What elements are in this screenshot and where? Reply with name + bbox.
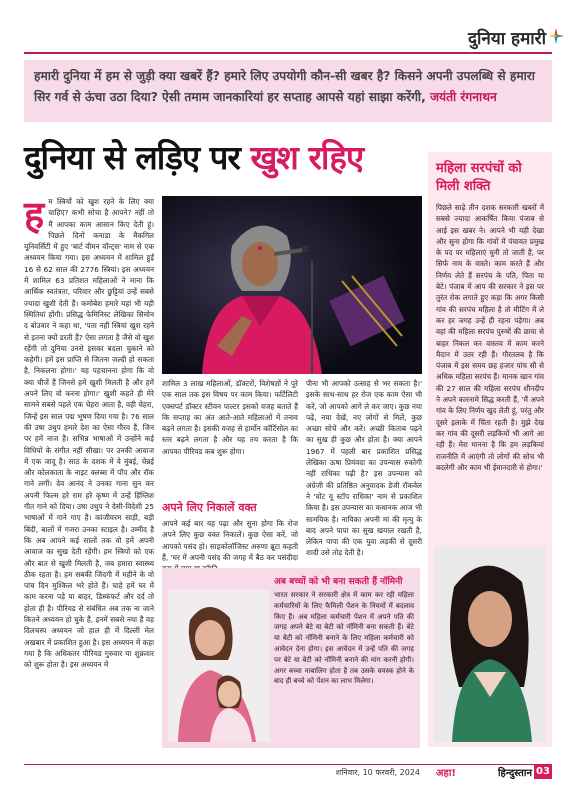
footer-brand-aha: अहा! xyxy=(435,768,456,779)
article-column-3: पीना भी आपको उत्साह से भर सकता है।' इसके साथ-साथ हर रोज एक काम ऐसा भी करें, जो आपको आगे ले कर जाए। कुछ नया पढ़ें, नया देखें, नए लोगों से मिलें, कुछ अच्छा सोचें और करें। अच्छी किताब पढ़ने का सुख ही कुछ और होता है। क्या आपने 1967 में पहली बार प्रकाशित प्रसिद्ध लेखिका ऊषा प्रियंवदा का उपन्यास रुकोगी नहीं राधिका पढ़ी है? इस उपन्यास को अंग्रेजी की प्रतिष्ठित अनुवादक डेजी रॉकवेल ने 'वोंट यू स्टॉप राधिका' नाम से प्रकाशित किया है। इस उपन्यास का कथानक आज भी सामयिक है। नायिका अपनी मां की मृत्यु के बाद अपने पापा का सुख खयाल रखती है, लेकिन पापा की एक युवा लड़की से दूसरी शादी उसे तोड़ देती है। xyxy=(306,379,422,558)
footer-brand-hindustan: हिन्दुस्तान xyxy=(497,768,532,779)
headline-part2: खुश रहिए xyxy=(250,138,364,177)
footer-date: शनिवार, 10 फरवरी, 2024 xyxy=(335,768,420,777)
article-column-2b: आपने कई बार यह पढ़ा और सुना होगा कि रोज अपने लिए कुछ वक्त निकालें। कुछ ऐसा करें, जो आपको पसंद हो। साइकोलॉजिस्ट अरुणा ब्रूटा कहती हैं, 'घर में अपनी पसंद की जगह में बैठ कर पसंदीदा xyxy=(162,519,298,562)
intro-author: जयंती रंगनाथन xyxy=(429,90,497,104)
box-text: भारत सरकार ने सरकारी क्षेत्र में काम कर रही महिला कर्मचारियों के लिए फैमिली पेंशन के नियमों में बदलाव किए हैं। अब महिला कर्मचारी पेंशन में अपने पति की जगह अपने बेटे या बेटी को नॉमिनी बना सकती हैं। बेटे या बेटी को नॉमिनी बनाने के लिए महिला कर्मचारी को आवेदन देना होगा। इस आवेदन में उन्हें पति की जगह पर बेटे या बेटी को नॉमिनी बनाने की मांग करनी होगी। अगर बच्चा नाबालिग होता है तब उसके वयस्क होने के बाद ही बच्चे को पेंशन का लाभ मिलेगा। xyxy=(274,591,414,686)
article-column-2: शामिल 3 लाख महिलाओं, डॉक्टरों, विशेषज्ञों ने पूरे एक साल तक इस विषय पर काम किया। फर्टिलिटी एक्सपर्ट डॉक्टर स्टीवन पाल्टर इसको वजह बताते हैं कि सप्ताह का अंत आते-आते महिलाओं में तनाव बढ़ने लगता है। इसकी वजह से हार्मोन कॉर्टिसोल का स्तर बढ़ने लगता है और यह तय करता है कि आपका पीरियड कब शुरू होगा। xyxy=(162,379,298,456)
mother-child-photo xyxy=(168,590,270,742)
woman-portrait-photo xyxy=(434,547,546,742)
intro-text: हमारी दुनिया में हम से जुड़ी क्या खबरें हैं? हमारे लिए उपयोगी कौन-सी खबर है? किसने अपनी उपलब्धि से हमारा सिर गर्व से ऊंचा उठा दिया? ऐसी तमाम जानकारियां हर सप्ताह आपसे यहां साझा करेंगी, xyxy=(34,69,535,104)
box-title: अब बच्चों को भी बना सकती हैं नॉमिनी xyxy=(274,577,403,587)
top-rule xyxy=(24,52,552,54)
headline-part1: दुनिया से लड़िए पर xyxy=(24,138,240,177)
nominee-box xyxy=(162,568,420,748)
article-column-1 xyxy=(24,192,154,751)
sidebar xyxy=(428,152,552,747)
page-number: 03 xyxy=(534,765,552,779)
headline xyxy=(24,134,424,179)
intro-box xyxy=(24,60,552,122)
sidebar-title: महिला सरपंचों को मिली शक्ति xyxy=(436,161,522,194)
section-title: दुनिया हमारी xyxy=(468,29,546,49)
page-footer xyxy=(24,764,552,778)
dropcap: ह xyxy=(24,192,45,237)
sidebar-text: पिछले साढ़े तीन दशक सरकारी खबरों में सबसे ज्यादा आकर्षित किया पंजाब से आई इस खबर ने। आपने भी यही देखा और सुना होगा कि गांवों में पंचायत प्रमुख के पद पर महिलाएं चुनी तो जाती हैं, पर सिर्फ नाम के वास्ते। काम करते हैं और निर्णय लेते हैं सरपंच के पति, पिता या बेटे। पंजाब में आप की सरकार ने इस पर तुरंत रोक लगाते हुए कहा कि अगर किसी गांव की सरपंच महिला है तो मीटिंग में ले कर हर जगह उन्हें ही रहना पड़ेगा। अब वहां की महिला सरपंच पुरुषों की छाया से बाहर निकल कर वास्तव में काम करने मैदान में उतर रही हैं। गौरतलब है कि पंजाब में इस समय छह हजार पांच सौ से अधिक महिला सरपंच हैं। मानक खान गांव की 27 साल की महिला सरपंच शीनदीप ने अपने कारनामे सिद्ध करती हैं, 'मैं अपने गांव के लिए निर्णय खुद लेती हूं, परंतु और दूसरे इलाके में चिंता रहती है। मुझे देख कर गांव की दूसरी लड़कियों भी आगे आ रही हैं। मेरा मानना है कि हम लड़कियां राजनीति में आएंगी तो लोगों की सोच भी बदलेगी और काम भी ईमानदारी से होगा।' xyxy=(436,203,545,472)
singer-on-stage-photo xyxy=(162,196,422,374)
column-1-text: म स्त्रियों को खुश रहने के लिए क्या चाहिए? कभी सोचा है आपने? नहीं तो मैं आपका काम आसान किए देती हूं। पिछले दिनों कनाडा के मैकगिल यूनिवर्सिटी में हुए 'बार्ट वीमन वॉन्ट्स' नाम से एक अध्ययन किया गया। इस अध्ययन में शामिल हुईं 16 से 62 साल की 2776 स्त्रियां। इस अध्ययन में शामिल 63 प्रतिशत महिलाओं ने माना कि आर्थिक स्वतंत्रता, परिवार और छुट्टियां उन्हें सबसे ज्यादा खुशी देती हैं। कमोबेश हमारे यहां भी यही स्थितियां होंगी। प्रसिद्ध फेमिनिस्ट लेखिका सिमोन द बोउवार ने कहा था, 'पता नहीं स्त्रियां खुश रहने से इतना क्यों डरती हैं? ऐसा लगता है जैसे वो खुश रहेंगी तो दुनिया उनसे इसका बदला चुकाने को कहेगी। हमें इस प्राप्ति से जितना जल्दी हो सकता है, निकलना होगा।' यह पहचानना होगा कि वो क्या चीजें हैं जिनसे हमें खुशी मिलती है और हमें अपने लिए वो करना होगा।' खुशी कहते ही मेरे सामने सबसे पहले एक चेहरा आता है, वही चेहरा, जिन्हें इस साल पद्म भूषण दिया गया है। 76 साल की उषा उथुप हमारे देश का ऐसा गौरव हैं, जिन पर हमें नाज है। सभिन्न भाषाओं में उन्होंने कई विधियों के संगीत नहीं सीखा। पर उनकी आवाज में एक जादू है। साठ के दशक में वे मुंबई, चेन्नई और कोलकाता के नाइट क्लब्स में पॉप और रॉक गाने लगीं। देव आनंद ने उनका गाना सुन कर अपनी फिल्म हरे राम हरे कृष्ण में उन्हें हिंग्लिश गीत गाने को दिया। उषा उथुप ने देसी-विदेशी 25 भाषाओं में गाने गाए हैं। कांजीवरम साड़ी, बड़ी बिंदी, बालों में गजरा उनका स्टाइल है। उम्मीद है कि अब आपने कई सालों तक वो हमें अपनी आवाज का सुख देती रहेंगी। हम स्त्रियों को एक और बात से खुशी मिलती है, जब हमारा स्वास्थ्य ठीक रहता है। हम सबकी जिंदगी में महीने के वो पांच दिन मुश्किल भरे होते हैं। चाहे हमें घर में काम करना पड़े या बाहर, डिस्कंफर्ट और दर्द तो होता ही है। पीरियड से संबंधित अब तक ना जाने कितने अध्ययन हो चुके हैं, इनमें सबसे नया है वह दिलचस्प अध्ययन जो हाल ही में दिल्ली मेल अखबार में प्रकाशित हुआ है। इस अध्ययन में कहा गया है कि अधिकतर पीरियड गुरुवार या शुक्रवार को शुरू होता है। इस अध्ययन में xyxy=(24,197,154,670)
article-subhead: अपने लिए निकालें वक्त xyxy=(162,501,257,514)
four-color-star-icon xyxy=(548,28,564,44)
